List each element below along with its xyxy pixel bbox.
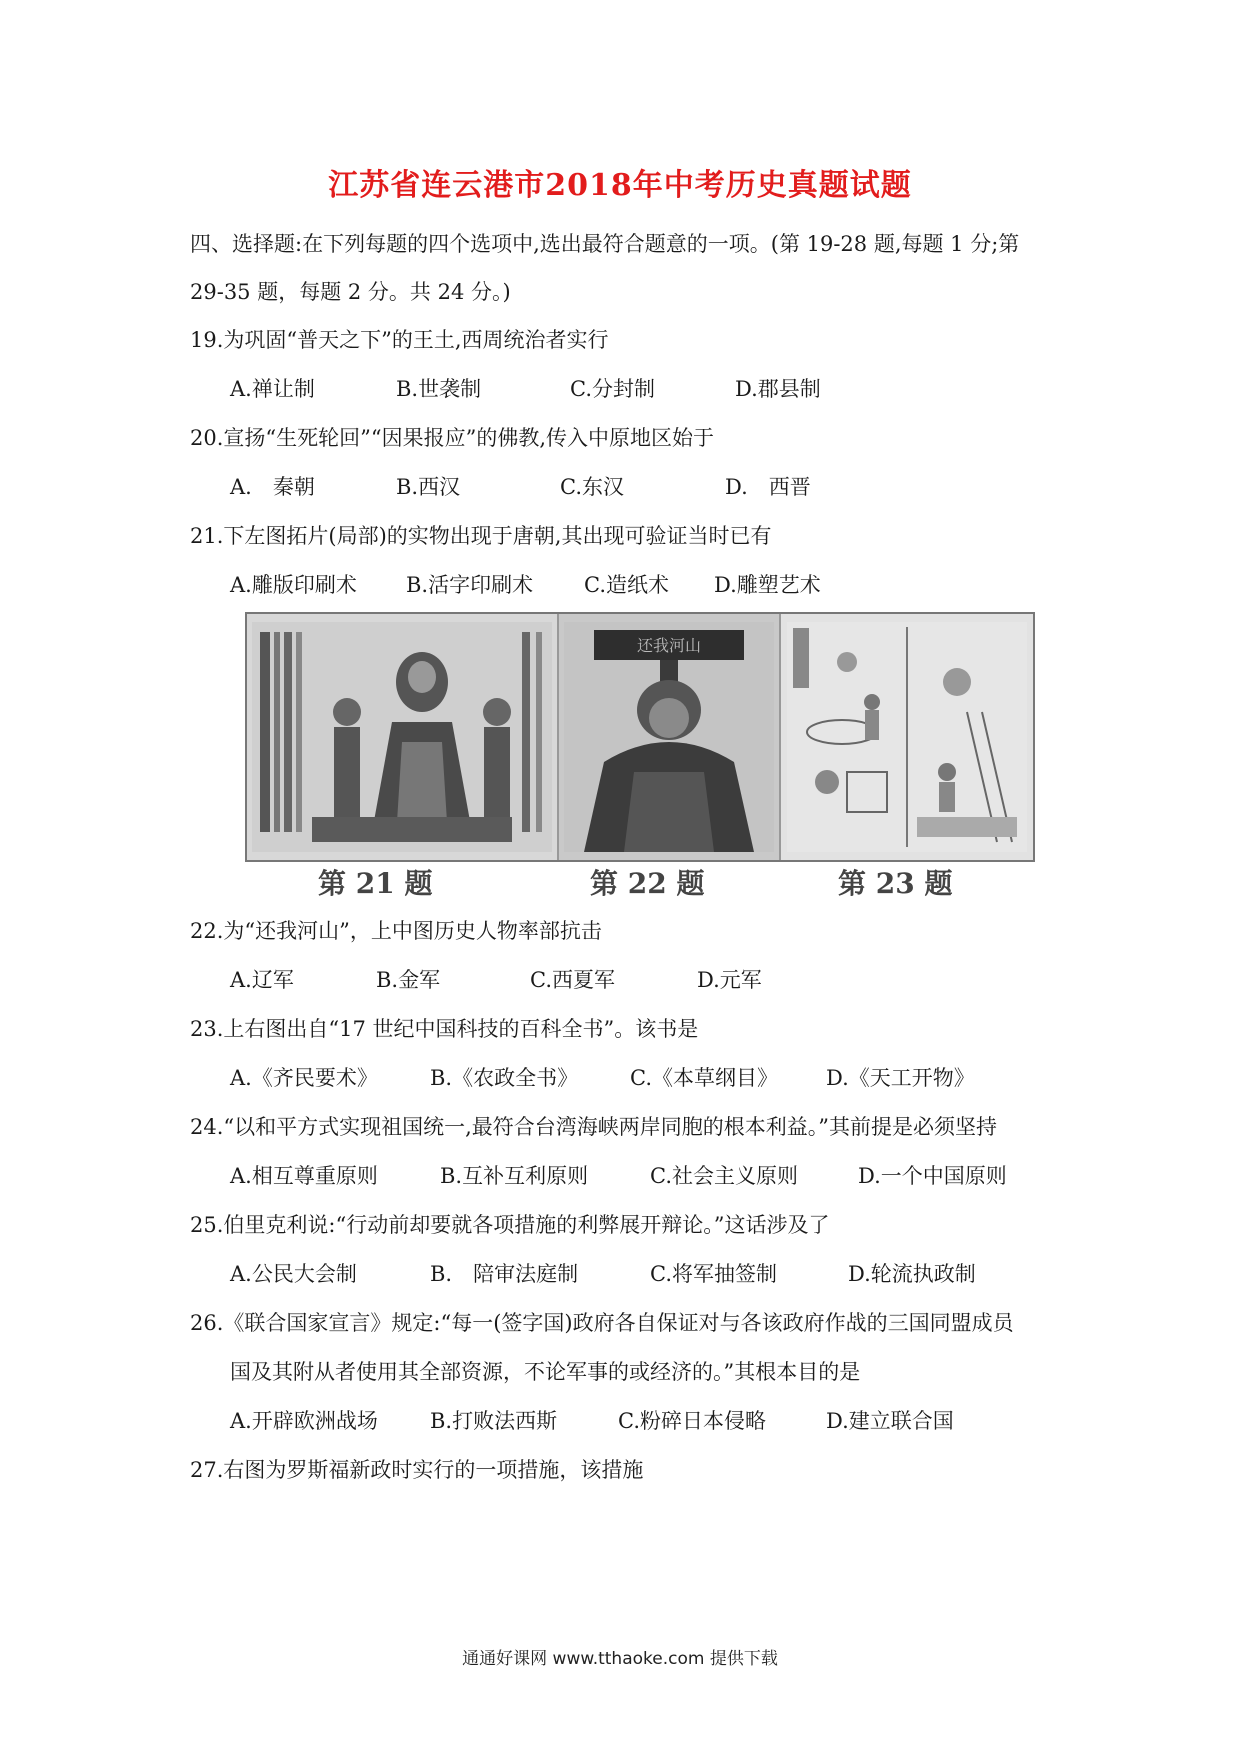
q23-option-a: A.《齐民要术》	[230, 1066, 378, 1090]
q25-option-a: A.公民大会制	[230, 1262, 357, 1286]
question-25-stem: 25.伯里克利说:“行动前却要就各项措施的利弊展开辩论。”这话涉及了	[190, 1213, 830, 1237]
figure-23-caption: 第 23 题	[838, 867, 953, 900]
question-19-stem: 19.为巩固“普天之下”的王土,西周统治者实行	[190, 328, 609, 352]
q24-option-c: C.社会主义原则	[650, 1164, 798, 1188]
q22-option-b: B.金军	[376, 968, 441, 992]
figure-21-caption: 第 21 题	[318, 867, 433, 900]
q19-option-d: D.郡县制	[735, 377, 821, 401]
q21-option-d: D.雕塑艺术	[714, 573, 821, 597]
tiangong-kaiwu-illustration	[787, 622, 1027, 852]
q21-option-a: A.雕版印刷术	[230, 573, 357, 597]
q19-option-b: B.世袭制	[396, 377, 482, 401]
q19-option-a: A.禅让制	[230, 377, 315, 401]
q23-option-d: D.《天工开物》	[826, 1066, 975, 1090]
q21-option-c: C.造纸术	[584, 573, 669, 597]
footer-source: 通通好课网 www.tthaoke.com 提供下载	[462, 1649, 778, 1669]
q22-option-c: C.西夏军	[530, 968, 615, 992]
question-21-stem: 21.下左图拓片(局部)的实物出现于唐朝,其出现可验证当时已有	[190, 524, 772, 548]
buddha-rubbing-image	[252, 622, 552, 852]
q23-option-b: B.《农政全书》	[430, 1066, 579, 1090]
q21-option-b: B.活字印刷术	[406, 573, 534, 597]
q26-option-d: D.建立联合国	[826, 1409, 954, 1433]
question-22-stem: 22.为“还我河山”，上中图历史人物率部抗击	[190, 919, 602, 943]
page-title: 江苏省连云港市2018年中考历史真题试题	[328, 168, 912, 203]
figure-22-portrait	[559, 614, 781, 860]
q22-option-a: A.辽军	[230, 968, 294, 992]
q24-option-a: A.相互尊重原则	[230, 1164, 378, 1188]
q26-option-c: C.粉碎日本侵略	[618, 1409, 766, 1433]
question-24-stem: 24.“以和平方式实现祖国统一,最符合台湾海峡两岸同胞的根本利益。”其前提是必须坚持	[190, 1115, 998, 1139]
q24-option-d: D.一个中国原则	[858, 1164, 1007, 1188]
instructions-line-2: 29-35 题，每题 2 分。共 24 分。)	[190, 280, 511, 304]
instructions-line-1: 四、选择题:在下列每题的四个选项中,选出最符合题意的一项。(第 19-28 题,每题 1 分;第	[190, 232, 1020, 256]
question-27-stem: 27.右图为罗斯福新政时实行的一项措施，该措施	[190, 1458, 644, 1482]
question-23-stem: 23.上右图出自“17 世纪中国科技的百科全书”。该书是	[190, 1017, 699, 1041]
q19-option-c: C.分封制	[570, 377, 655, 401]
question-20-stem: 20.宣扬“生死轮回”“因果报应”的佛教,传入中原地区始于	[190, 426, 715, 450]
q20-option-d: D. 西晋	[725, 475, 811, 499]
q26-option-b: B.打败法西斯	[430, 1409, 558, 1433]
yue-fei-portrait-image	[564, 622, 774, 852]
q25-option-d: D.轮流执政制	[848, 1262, 976, 1286]
q20-option-b: B.西汉	[396, 475, 461, 499]
sign-inscription: 还我河山	[636, 636, 702, 655]
q20-option-c: C.东汉	[560, 475, 624, 499]
q20-option-a: A. 秦朝	[230, 475, 315, 499]
question-26-stem: 26.《联合国家宣言》规定:“每一(签字国)政府各自保证对与各该政府作战的三国同盟成员	[190, 1311, 1014, 1335]
q22-option-d: D.元军	[697, 968, 762, 992]
figure-22-caption: 第 22 题	[590, 867, 705, 900]
q23-option-c: C.《本草纲目》	[630, 1066, 778, 1090]
figure-21-rubbing	[247, 614, 559, 860]
q26-option-a: A.开辟欧洲战场	[230, 1409, 378, 1433]
question-26-stem-continued: 国及其附从者使用其全部资源，不论军事的或经济的。”其根本目的是	[230, 1360, 861, 1384]
q25-option-c: C.将军抽签制	[650, 1262, 777, 1286]
question-figures	[245, 612, 1035, 862]
figure-23-illustration	[781, 614, 1033, 860]
q24-option-b: B.互补互利原则	[440, 1164, 589, 1188]
q25-option-b: B. 陪审法庭制	[430, 1262, 579, 1286]
